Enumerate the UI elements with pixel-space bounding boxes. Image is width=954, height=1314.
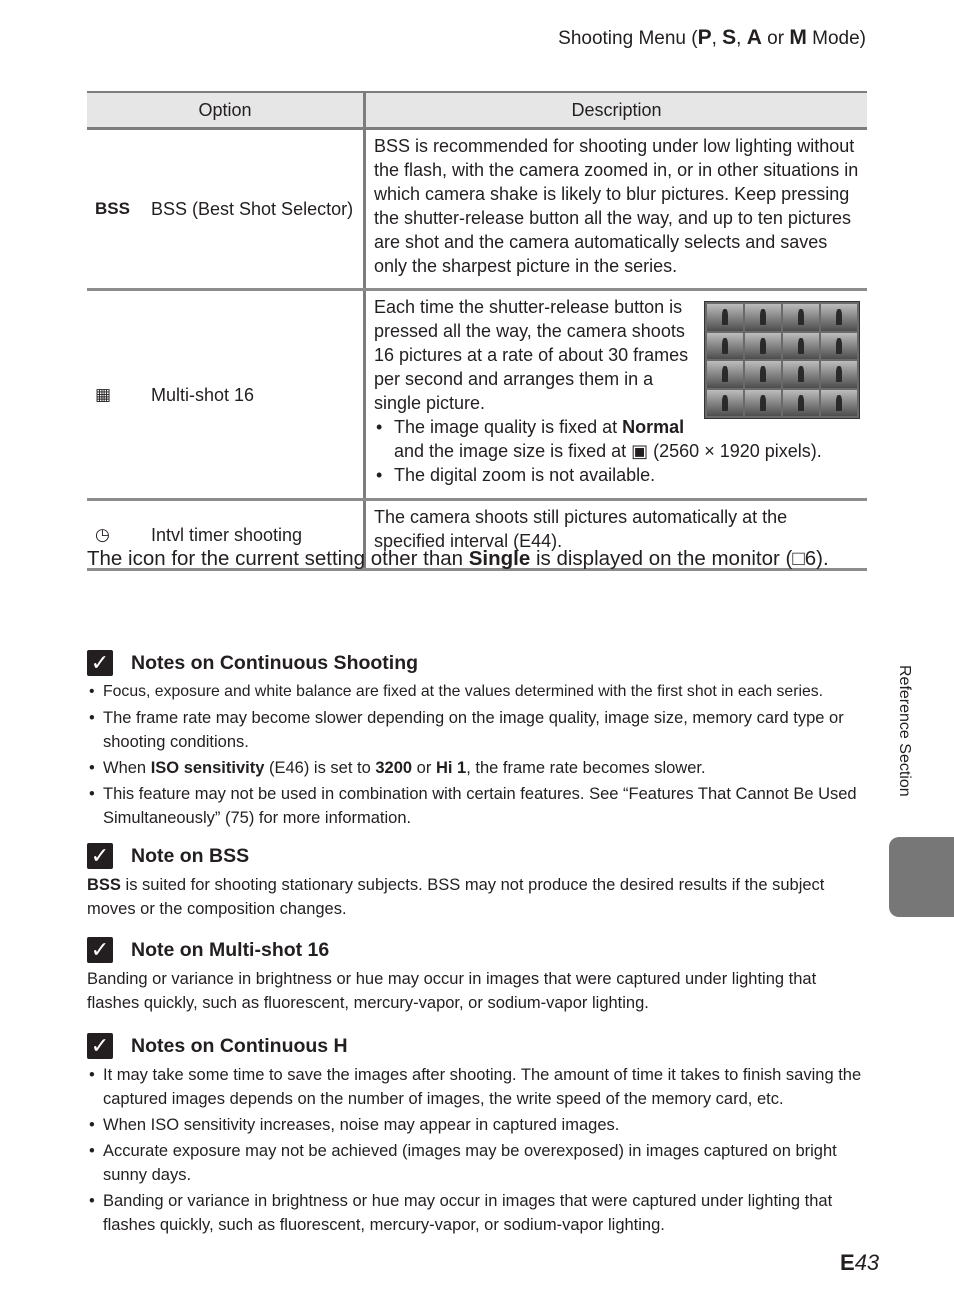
notes-continuous-section (87, 648, 869, 832)
note-bold: Single (468, 547, 531, 570)
page-ref-icon: □ (792, 547, 805, 570)
section-title: Note on Multi-shot 16 (131, 938, 330, 961)
item-bold: Hi 1 (435, 759, 467, 777)
reference-e-icon: E (840, 1250, 855, 1275)
mode-p-icon: P (697, 26, 712, 49)
header-sep: , (736, 28, 747, 49)
list-item: • Banding or variance in brightness or hue may occur in images that were captured under lighting that flashes quickly, such as fluorescent, mercury-vapor, or sodium-vapor lighting. (103, 1189, 869, 1237)
list-item: • The frame rate may become slower depending on the image quality, image size, memory card type or shooting conditions. (103, 706, 869, 754)
list-item: • Accurate exposure may not be achieved (images may be overexposed) in images captured on bright sunny days. (103, 1139, 869, 1187)
option-label: Intvl timer shooting (151, 524, 303, 545)
header-suffix: Mode) (806, 28, 866, 49)
multi-shot-sample-image (704, 301, 860, 419)
item-text: or (412, 759, 436, 777)
options-table (87, 91, 867, 571)
interval-timer-icon: ◷ (95, 524, 110, 544)
list-item: • The digital zoom is not available. (394, 463, 859, 487)
check-icon: ✓ (87, 650, 113, 676)
header-or: or (761, 28, 790, 49)
bullet-text: The image quality is fixed at (394, 417, 623, 437)
description-text: The camera shoots still pictures automatically at the specified interval (E44). (374, 507, 788, 551)
item-text: , the frame rate becomes slower. (466, 759, 706, 777)
notes-continuous-h-section (87, 1031, 869, 1239)
description-cell (365, 290, 868, 500)
mode-a-icon: A (746, 26, 762, 49)
image-size-icon: ▣ (631, 441, 649, 461)
item-bold: 3200 (375, 759, 413, 777)
option-cell (87, 290, 365, 500)
mode-s-icon: S (722, 26, 737, 49)
description-text: BSS is recommended for shooting under low lighting without the flash, with the camera zoomed in, or in other situations in which camera shake is likely to blur pictures. Keep pressing the shutter-release button all the way, and up to ten pictures are shot and the camera automatically selects and saves only the sharpest picture in the series. (374, 136, 859, 276)
list-item: • This feature may not be used in combination with certain features. See “Features That Cannot Be Used Simultaneously” (75) for more information. (103, 782, 869, 830)
section-title: Note on BSS (131, 844, 250, 867)
text-body: is suited for shooting stationary subjects. BSS may not produce the desired results if the subject moves or the composition changes. (87, 876, 825, 918)
table-row (87, 129, 867, 290)
mode-m-icon: M (789, 26, 807, 49)
list-item: • When ISO sensitivity increases, noise may appear in captured images. (103, 1113, 869, 1137)
icon-note (87, 547, 829, 571)
list-item (394, 415, 859, 463)
multi-shot-icon: ▦ (95, 384, 112, 404)
check-icon: ✓ (87, 1033, 113, 1059)
bullet-text: (2560 × 1920 pixels). (648, 441, 822, 461)
side-section-label: Reference Section (896, 665, 913, 797)
page-number-value: 43 (854, 1250, 880, 1275)
list-item (103, 756, 869, 780)
col-description-header: Description (365, 92, 868, 129)
page-number (840, 1250, 879, 1276)
header-prefix: Shooting Menu ( (558, 28, 698, 49)
list-item: • Focus, exposure and white balance are fixed at the values determined with the first shot in each series. (103, 680, 869, 704)
note-bss-section (87, 841, 869, 921)
item-text: When (103, 759, 151, 777)
bullet-bold: Normal (622, 417, 685, 437)
note-text: is displayed on the monitor ( (530, 547, 793, 570)
bss-icon: BSS (95, 199, 130, 218)
item-text: (E46) is set to (264, 759, 376, 777)
section-title: Notes on Continuous Shooting (131, 651, 419, 674)
item-bold: ISO sensitivity (150, 759, 265, 777)
option-label: BSS (Best Shot Selector) (151, 199, 354, 219)
page-header (558, 26, 866, 50)
header-sep: , (711, 28, 723, 49)
note-text: The icon for the current setting other than (87, 547, 469, 570)
section-text: Banding or variance in brightness or hue may occur in images that were captured under lighting that flashes quickly, such as fluorescent, mercury-vapor, or sodium-vapor lighting. (87, 970, 817, 1012)
option-cell (87, 129, 365, 290)
check-icon: ✓ (87, 937, 113, 963)
section-text (87, 873, 869, 921)
table-row (87, 290, 867, 500)
list-item: • It may take some time to save the images after shooting. The amount of time it takes to finish saving the captured images depends on the number of images, the write speed of the memory card, etc. (103, 1063, 869, 1111)
note-text: ). (816, 547, 829, 570)
description-cell (365, 129, 868, 290)
text-bold: BSS (87, 876, 121, 894)
page-ref: 6 (804, 547, 817, 570)
section-title: Notes on Continuous H (131, 1034, 348, 1057)
col-option-header: Option (87, 92, 365, 129)
description-text: Each time the shutter-release button is pressed all the way, the camera shoots 16 pictures at a rate of about 30 frames per second and arranges them in a single picture. (374, 297, 689, 413)
section-tab (889, 837, 954, 917)
bullet-text: and the image size is fixed at (394, 441, 632, 461)
check-icon: ✓ (87, 843, 113, 869)
note-multishot-section (87, 935, 869, 1015)
option-label: Multi-shot 16 (151, 384, 255, 405)
